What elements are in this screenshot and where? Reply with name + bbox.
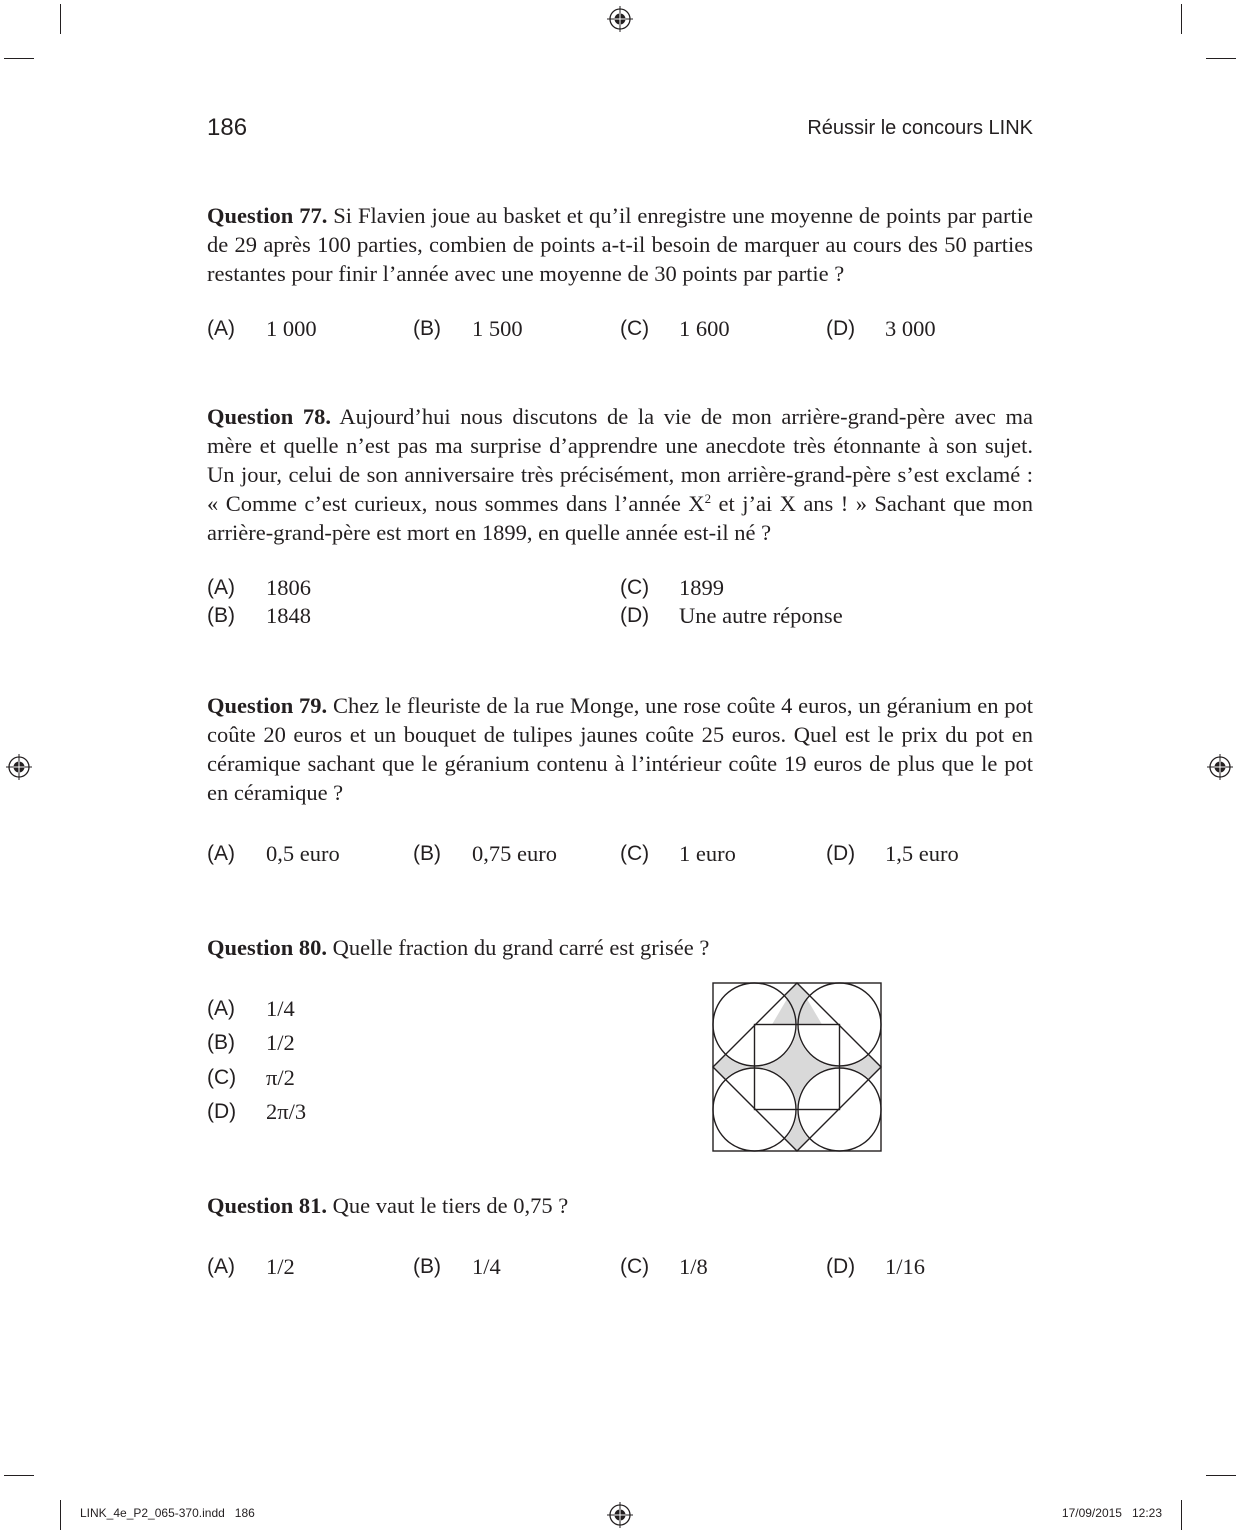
option-value: 1 000 [266, 316, 317, 341]
registration-mark-icon [6, 754, 32, 780]
question-81 [207, 1191, 1033, 1220]
option-value: 1899 [679, 575, 724, 600]
crop-mark [1181, 1500, 1182, 1530]
registration-mark-icon [1207, 754, 1233, 780]
option-letter: (B) [207, 604, 235, 627]
question-text: Chez le fleuriste de la rue Monge, une rose coûte 4 euros, un géranium en pot coûte 20 euros et un bouquet de tulipes jaunes coûte 25 euros. Quel est le prix du pot en céramique sachant que le géranium contenu à l’intérieur coûte 19 euros de plus que le pot en céramique ? [207, 693, 1034, 805]
crop-mark [1181, 4, 1182, 34]
question-text-continued: et j’ai X ans ! » Sachant que mon arrière-grand-père est mort en 1899, en quelle année est-il né ? [207, 491, 1033, 545]
option-value: 1/16 [885, 1254, 926, 1279]
option-letter: (A) [207, 576, 235, 599]
option-letter: (C) [620, 1255, 650, 1278]
option-value: 2π/3 [266, 1099, 307, 1124]
question-text: Que vaut le tiers de 0,75 ? [327, 1193, 569, 1218]
option-value: 1 600 [679, 316, 730, 341]
superscript: 2 [704, 491, 712, 506]
option-letter: (C) [207, 1066, 237, 1089]
option-value: 1/4 [472, 1254, 501, 1279]
footer-date-time: 17/09/2015 12:23 [1061, 1506, 1162, 1520]
question-77 [207, 201, 1033, 288]
question-text: Quelle fraction du grand carré est grisée ? [327, 935, 710, 960]
option-value: 1/4 [266, 996, 295, 1021]
option-letter: (A) [207, 842, 235, 865]
option-letter: (B) [413, 317, 441, 340]
question-79 [207, 691, 1033, 807]
option-letter: (D) [826, 317, 856, 340]
option-value: 1 euro [679, 841, 736, 866]
option-letter: (D) [826, 842, 856, 865]
registration-mark-icon [607, 1502, 633, 1528]
question-label: Question 77. [207, 203, 328, 228]
option-value: 1/2 [266, 1030, 295, 1055]
option-letter: (C) [620, 842, 650, 865]
option-value: 0,75 euro [472, 841, 557, 866]
question-label: Question 80. [207, 935, 328, 960]
square-circles-figure [712, 982, 882, 1152]
option-value: 1/8 [679, 1254, 708, 1279]
option-letter: (A) [207, 997, 235, 1020]
question-78 [207, 402, 1033, 547]
registration-mark-icon [607, 6, 633, 32]
option-letter: (B) [413, 1255, 441, 1278]
option-letter: (D) [207, 1100, 237, 1123]
option-value: 1848 [266, 603, 311, 628]
crop-mark [4, 58, 34, 59]
crop-mark [1206, 58, 1236, 59]
option-value: 0,5 euro [266, 841, 340, 866]
question-label: Question 78. [207, 404, 332, 429]
option-letter: (D) [826, 1255, 856, 1278]
option-letter: (A) [207, 317, 235, 340]
option-value: 1/2 [266, 1254, 295, 1279]
question-text: Si Flavien joue au basket et qu’il enregistre une moyenne de points par partie de 29 après 100 parties, combien de points a-t-il besoin de marquer au cours des 50 parties restantes pour finir l’année avec une moyenne de 30 points par partie ? [207, 203, 1033, 286]
crop-mark [60, 1500, 61, 1530]
page-number: 186 [207, 114, 248, 141]
crop-mark [60, 4, 61, 34]
footer-file-info: LINK_4e_P2_065-370.indd 186 [80, 1506, 255, 1520]
option-letter: (C) [620, 576, 650, 599]
option-value: 3 000 [885, 316, 936, 341]
question-text: Aujourd’hui nous discutons de la vie de mon arrière-grand-père avec ma mère et quelle n’est pas ma surprise d’apprendre une anecdote très étonnante à son sujet. Un jour, celui de son anniversaire très précisément, mon arrière-grand-père s’est exclamé : « Comme c’est curieux, nous sommes dans l’année X [207, 404, 1033, 516]
crop-mark [1206, 1475, 1236, 1476]
option-letter: (B) [413, 842, 441, 865]
option-letter: (B) [207, 1031, 235, 1054]
question-label: Question 81. [207, 1193, 328, 1218]
option-value: 1806 [266, 575, 311, 600]
option-letter: (A) [207, 1255, 235, 1278]
option-letter: (D) [620, 604, 650, 627]
option-value: π/2 [266, 1065, 295, 1090]
option-value: 1 500 [472, 316, 523, 341]
option-value: 1,5 euro [885, 841, 959, 866]
option-letter: (C) [620, 317, 650, 340]
question-label: Question 79. [207, 693, 328, 718]
question-80 [207, 933, 1033, 962]
running-title: Réussir le concours LINK [807, 117, 1033, 139]
option-value: Une autre réponse [679, 603, 843, 628]
crop-mark [4, 1475, 34, 1476]
